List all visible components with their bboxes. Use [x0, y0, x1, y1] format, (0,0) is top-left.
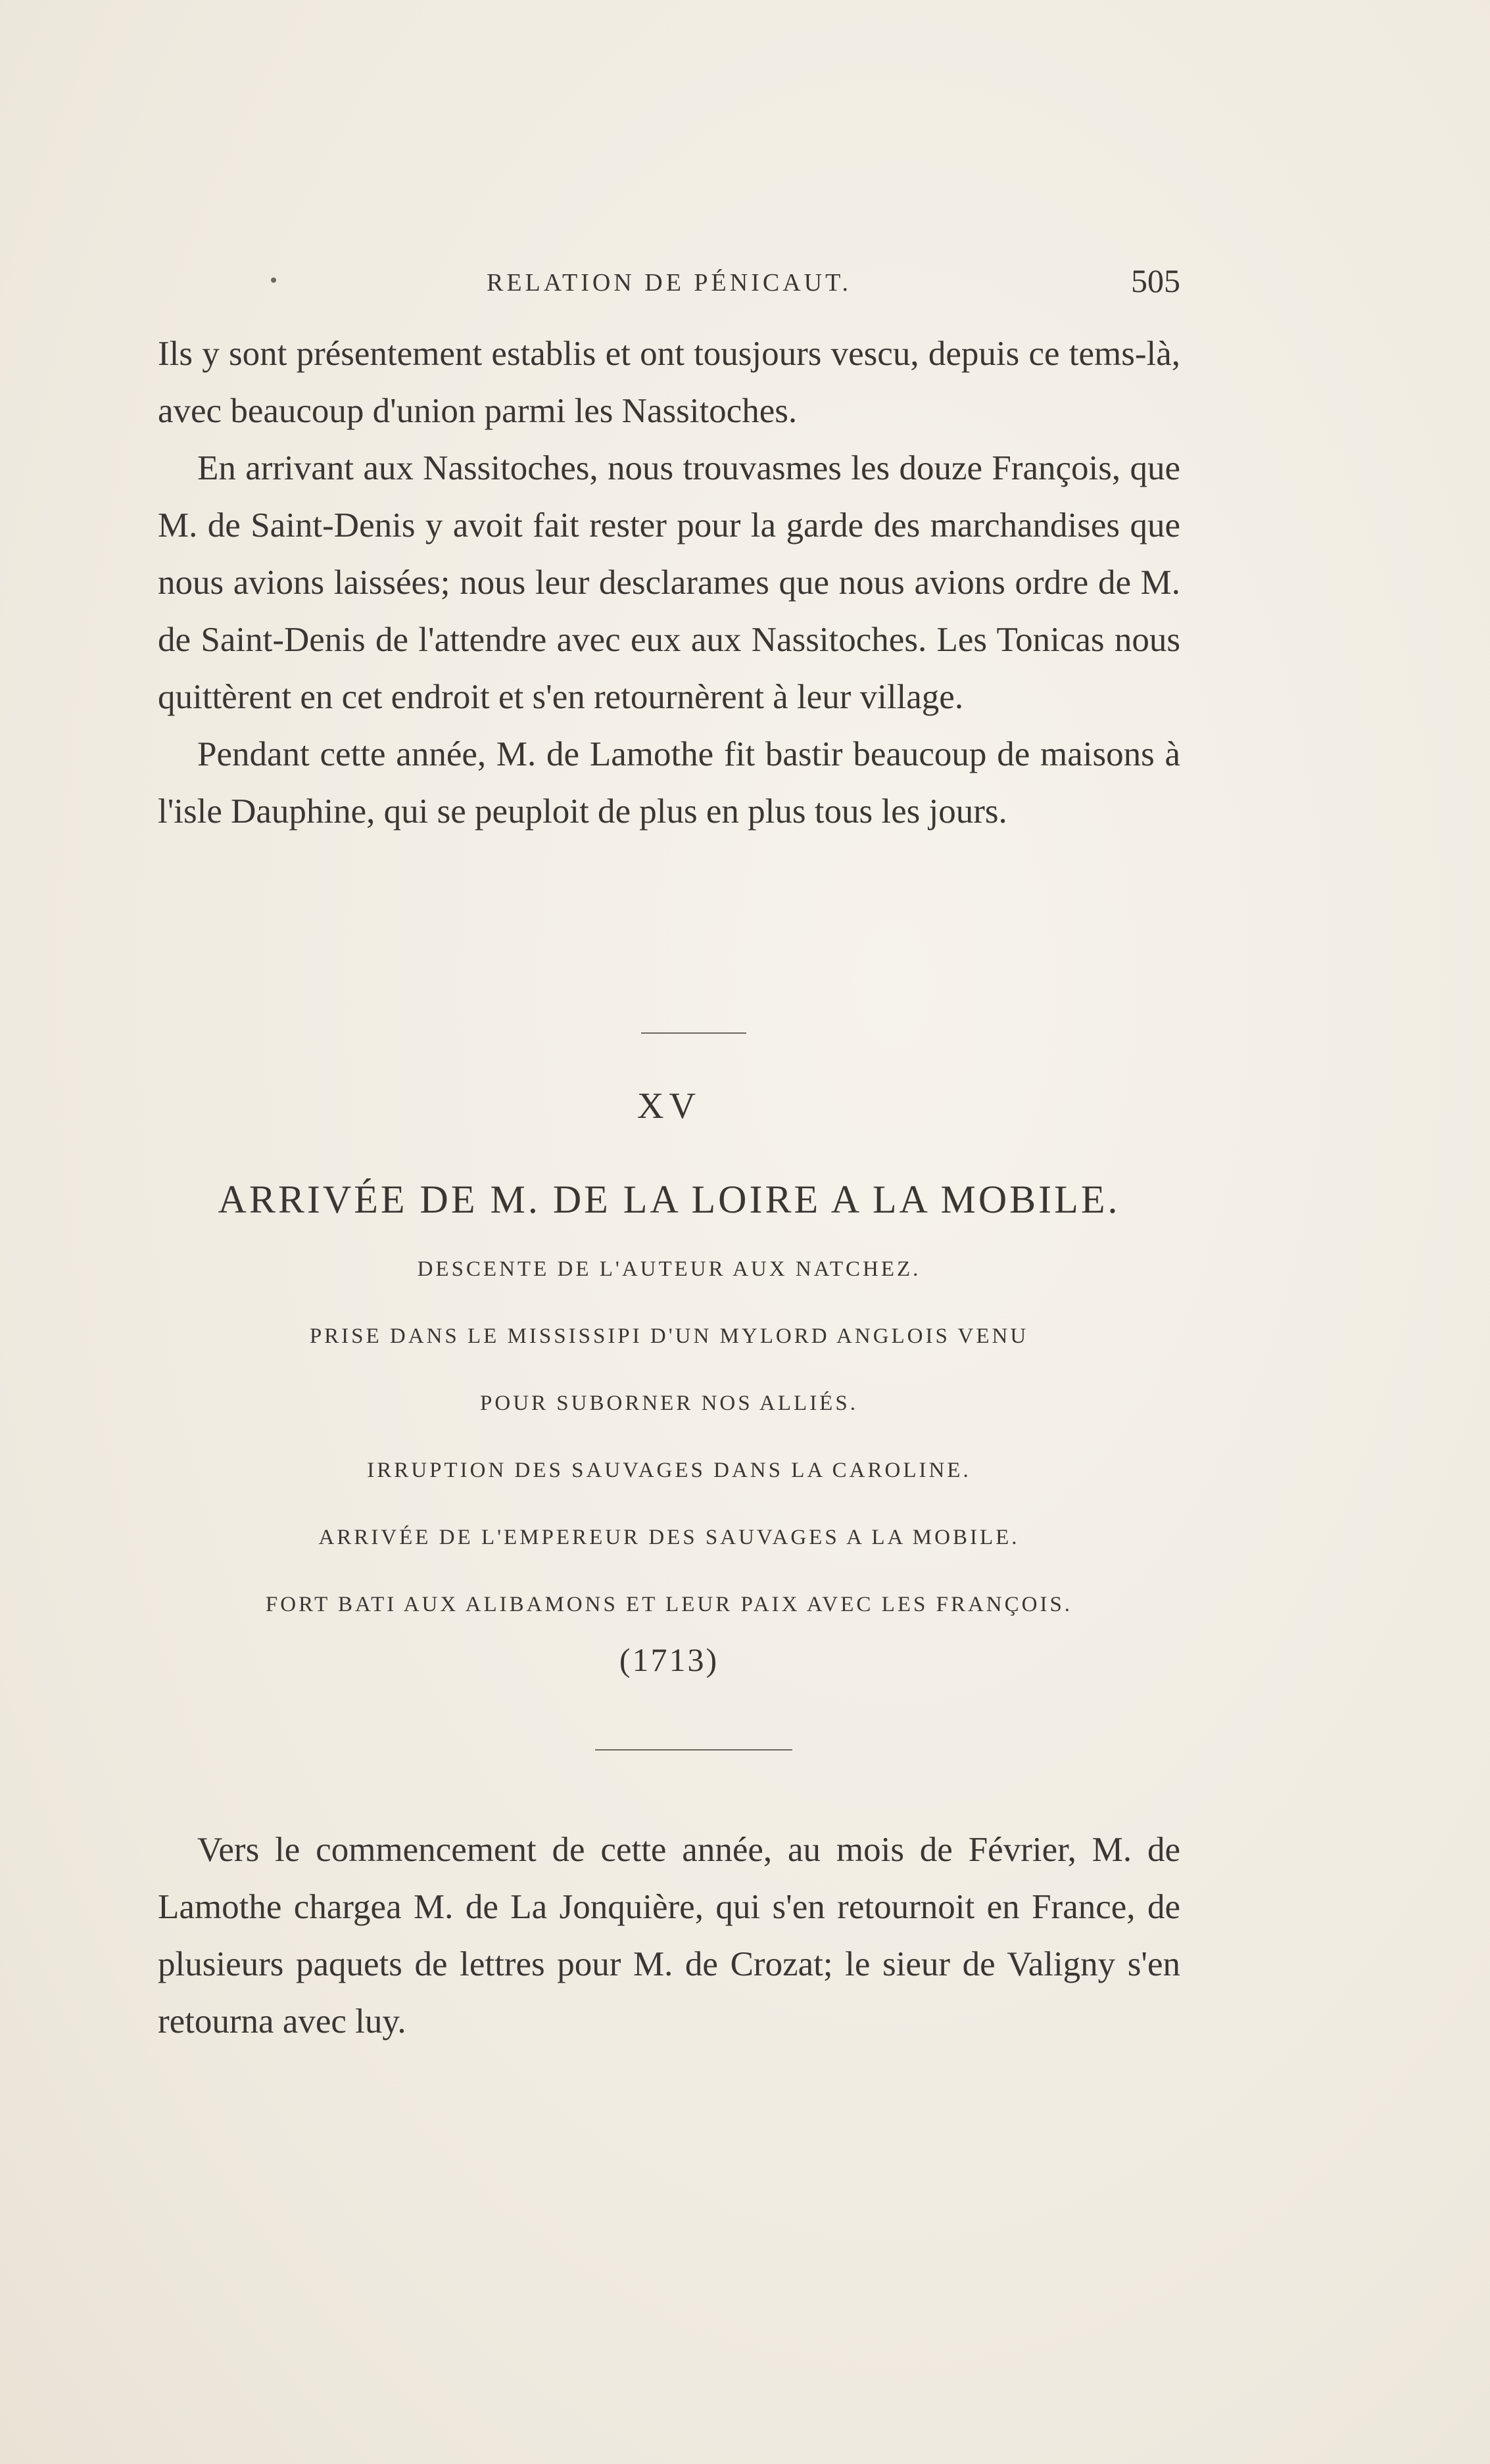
summary-line: IRRUPTION DES SAUVAGES DANS LA CAROLINE.: [367, 1459, 971, 1482]
paragraph: Vers le commencement de cette année, au mois de Février, M. de Lamothe chargea M. de La Jonquière, qui s'en retournoit en France, de plusieurs paquets de lettres pour M. de Crozat; le sieur de Valigny s'en retourna avec luy.: [158, 1831, 1180, 2041]
paragraph: Ils y sont présentement establis et ont tousjours vescu, depuis ce tems-là, avec beaucoup d'union parmi les Nassitoches.: [158, 335, 1180, 430]
divider-rule: [595, 1749, 792, 1751]
paragraph: Pendant cette année, M. de Lamothe fit bastir beaucoup de maisons à l'isle Dauphine, qui se peuploit de plus en plus tous les jours.: [158, 735, 1180, 831]
page-number: 505: [1131, 262, 1180, 299]
running-head-title: RELATION DE PÉNICAUT.: [487, 269, 852, 297]
body-text-bottom: [158, 1822, 1180, 2050]
chapter-date: (1713): [619, 1641, 719, 1678]
running-head: [158, 263, 1180, 302]
summary-line: ARRIVÉE DE L'EMPEREUR DES SAUVAGES A LA MOBILE.: [318, 1526, 1020, 1549]
chapter-summary: [158, 1256, 1180, 1658]
summary-line: PRISE DANS LE MISSISSIPI D'UN MYLORD ANGLOIS VENU: [309, 1324, 1029, 1348]
chapter-number: XV: [637, 1086, 701, 1126]
summary-line: POUR SUBORNER NOS ALLIÉS.: [480, 1391, 858, 1415]
summary-line: FORT BATI AUX ALIBAMONS ET LEUR PAIX AVEC LES FRANÇOIS.: [265, 1593, 1073, 1616]
chapter-title: ARRIVÉE DE M. DE LA LOIRE A LA MOBILE.: [218, 1178, 1120, 1221]
divider-rule: [641, 1032, 746, 1034]
paragraph: En arrivant aux Nassitoches, nous trouvasmes les douze François, que M. de Saint-Denis y avoit fait rester pour la garde des marchandises que nous avions laissées; nous leur desclarames que nous avions ordre de M. de Saint-Denis de l'attendre avec eux aux Nassitoches. Les Tonicas nous quittèrent en cet endroit et s'en retournèrent à leur village.: [158, 449, 1180, 716]
body-text-top: [158, 326, 1180, 840]
summary-line: DESCENTE DE L'AUTEUR AUX NATCHEZ.: [417, 1257, 921, 1281]
